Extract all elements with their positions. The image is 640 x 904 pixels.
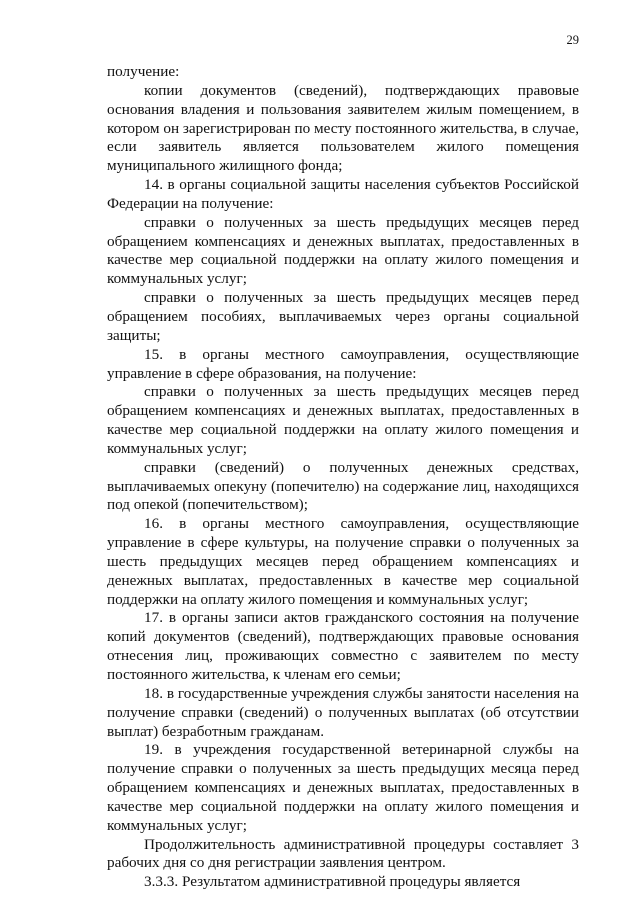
paragraph-3: 14. в органы социальной защиты населения субъектов Российской Федерации на получение: — [107, 176, 579, 212]
paragraph-2: копии документов (сведений), подтверждающих правовые основания владения и пользования заявителем жилым помещением, в котором он зарегистрирован по месту постоянного жительства, в случае, если заявитель является пользователем жилого помещения муниципального жилищного фонда; — [107, 81, 579, 175]
paragraph-8: справки (сведений) о полученных денежных средствах, выплачиваемых опекуну (попечителю) на содержание лиц, находящихся под опекой (попечительством); — [107, 458, 579, 514]
paragraph-7: справки о полученных за шесть предыдущих месяцев перед обращением компенсациях и денежных выплатах, предоставленных в качестве мер социальной поддержки на оплату жилого помещения и коммунальных услуг; — [107, 383, 579, 457]
paragraph-11: 18. в государственные учреждения службы занятости населения на получение справки (сведений) о полученных выплатах (об отсутствии выплат) безработным гражданам. — [107, 684, 579, 740]
paragraph-9: 16. в органы местного самоуправления, осуществляющие управление в сфере культуры, на получение справки о полученных за шесть предыдущих месяцев перед обращением компенсациях и денежных выплатах, предоставленных в качестве мер социальной поддержки на оплату жилого помещения и коммунальных услуг; — [107, 515, 579, 608]
document-body — [107, 63, 579, 892]
paragraph-1: получение: — [107, 63, 180, 80]
paragraph-6: 15. в органы местного самоуправления, осуществляющие управление в сфере образования, на получение: — [107, 345, 579, 382]
page-number: 29 — [566, 33, 579, 47]
paragraph-12: 19. в учреждения государственной ветеринарной службы на получение справки о полученных за шесть предыдущих месяца перед обращением компенсациях и денежных выплатах, предоставленных в качестве мер социальной поддержки на оплату жилого помещения и коммунальных услуг; — [107, 741, 579, 834]
paragraph-10: 17. в органы записи актов гражданского состояния на получение копий документов (сведений), подтверждающих правовые основания отнесения лиц, проживающих совместно с заявителем по месту постоянного жительства, к членам его семьи; — [107, 609, 579, 683]
paragraph-5: справки о полученных за шесть предыдущих месяцев перед обращением пособиях, выплачиваемых через органы социальной защиты; — [107, 289, 579, 344]
paragraph-14: 3.3.3. Результатом административной процедуры является — [144, 873, 521, 891]
paragraph-13: Продолжительность административной процедуры составляет 3 рабочих дня со дня регистрации заявления центром. — [107, 835, 579, 872]
paragraph-4: справки о полученных за шесть предыдущих месяцев перед обращением компенсациях и денежных выплатах, предоставленных в качестве мер социальной поддержки на оплату жилого помещения и коммунальных услуг; — [107, 213, 579, 288]
